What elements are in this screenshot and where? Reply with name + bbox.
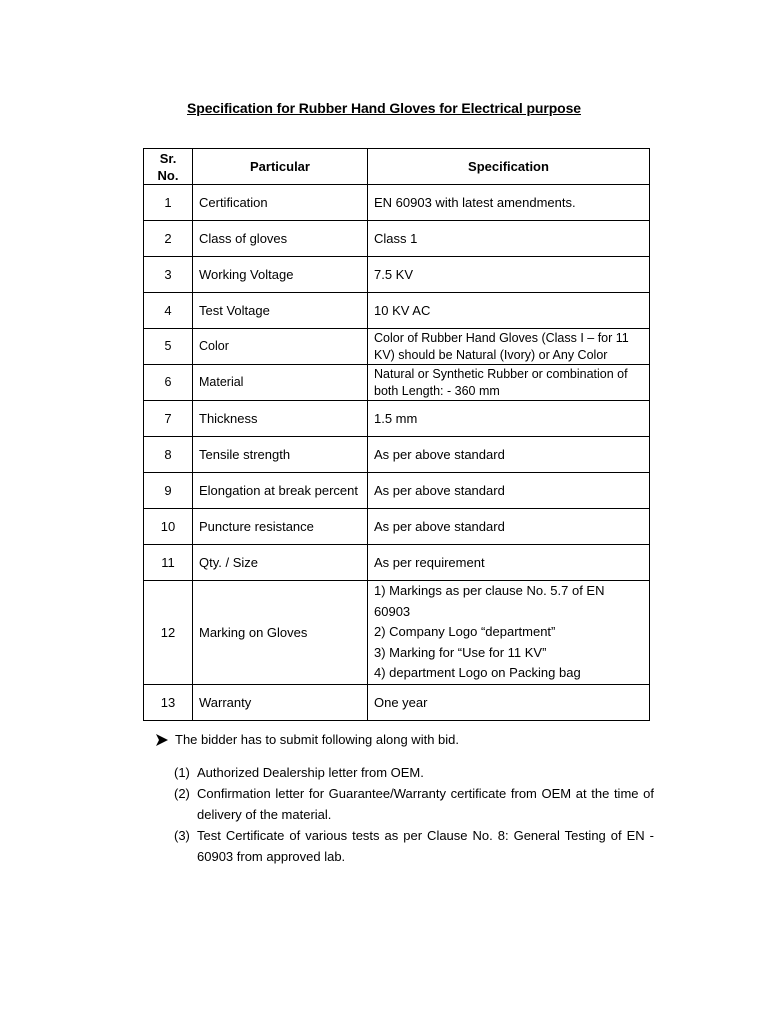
cell-spec: As per requirement bbox=[368, 545, 650, 581]
list-item bbox=[174, 825, 654, 867]
header-specification: Specification bbox=[368, 149, 650, 185]
marking-list bbox=[374, 581, 643, 684]
cell-spec: 7.5 KV bbox=[368, 257, 650, 293]
marking-item: 3) Marking for “Use for 11 KV” bbox=[374, 644, 547, 660]
cell-sr: 10 bbox=[144, 509, 193, 545]
table-row bbox=[144, 329, 650, 365]
marking-item: 2) Company Logo “department” bbox=[374, 624, 556, 639]
cell-particular: Class of gloves bbox=[193, 221, 368, 257]
cell-spec: 1.5 mm bbox=[368, 401, 650, 437]
cell-sr: 9 bbox=[144, 473, 193, 509]
list-item-number: (3) bbox=[174, 828, 190, 843]
header-sr-no: Sr. No. bbox=[144, 149, 193, 185]
cell-spec: 10 KV AC bbox=[368, 293, 650, 329]
cell-spec: One year bbox=[368, 684, 650, 720]
cell-sr: 3 bbox=[144, 257, 193, 293]
header-particular: Particular bbox=[193, 149, 368, 185]
table-row bbox=[144, 185, 650, 221]
list-item-text: Authorized Dealership letter from OEM. bbox=[197, 765, 424, 780]
cell-particular: Marking on Gloves bbox=[193, 581, 368, 685]
cell-particular: Elongation at break percent bbox=[193, 473, 368, 509]
table-row bbox=[144, 437, 650, 473]
cell-particular: Warranty bbox=[193, 684, 368, 720]
cell-particular: Working Voltage bbox=[193, 257, 368, 293]
cell-spec: As per above standard bbox=[368, 509, 650, 545]
cell-spec: Natural or Synthetic Rubber or combination of both Length: - 360 mm bbox=[368, 365, 650, 401]
cell-spec: EN 60903 with latest amendments. bbox=[368, 185, 650, 221]
table-row bbox=[144, 365, 650, 401]
cell-sr: 8 bbox=[144, 437, 193, 473]
arrow-bullet-icon bbox=[155, 733, 169, 747]
list-item-number: (1) bbox=[174, 765, 190, 780]
cell-sr: 12 bbox=[144, 581, 193, 685]
table-row bbox=[144, 581, 650, 685]
table-row bbox=[144, 257, 650, 293]
table-row bbox=[144, 401, 650, 437]
cell-sr: 1 bbox=[144, 185, 193, 221]
page-title: Specification for Rubber Hand Gloves for Electrical purpose bbox=[187, 100, 581, 116]
cell-sr: 2 bbox=[144, 221, 193, 257]
cell-spec: Color of Rubber Hand Gloves (Class I – for 11 KV) should be Natural (Ivory) or Any Color bbox=[368, 329, 650, 365]
list-item-text: Test Certificate of various tests as per Clause No. 8: General Testing of EN - 60903 from approved lab. bbox=[197, 828, 654, 864]
list-item bbox=[174, 762, 654, 783]
table-row bbox=[144, 293, 650, 329]
cell-sr: 5 bbox=[144, 329, 193, 365]
cell-particular: Material bbox=[193, 365, 368, 401]
table-header-row bbox=[144, 149, 650, 185]
cell-spec: As per above standard bbox=[368, 473, 650, 509]
cell-sr: 11 bbox=[144, 545, 193, 581]
table-row bbox=[144, 473, 650, 509]
cell-sr: 4 bbox=[144, 293, 193, 329]
list-item bbox=[174, 783, 654, 825]
cell-spec: As per above standard bbox=[368, 437, 650, 473]
list-item-text: Confirmation letter for Guarantee/Warranty certificate from OEM at the time of delivery of the material. bbox=[197, 786, 654, 822]
spec-table bbox=[143, 148, 650, 721]
table-row bbox=[144, 221, 650, 257]
list-item-number: (2) bbox=[174, 786, 190, 801]
marking-item: 1) Markings as per clause No. 5.7 of EN 60903 bbox=[374, 583, 605, 619]
cell-sr: 13 bbox=[144, 684, 193, 720]
cell-particular: Test Voltage bbox=[193, 293, 368, 329]
cell-particular: Color bbox=[193, 329, 368, 365]
cell-spec: Class 1 bbox=[368, 221, 650, 257]
table-row bbox=[144, 545, 650, 581]
cell-particular: Certification bbox=[193, 185, 368, 221]
cell-particular: Puncture resistance bbox=[193, 509, 368, 545]
bidder-note-text: The bidder has to submit following along with bid. bbox=[175, 732, 459, 747]
table-row bbox=[144, 684, 650, 720]
required-documents-list bbox=[174, 762, 654, 867]
cell-particular: Tensile strength bbox=[193, 437, 368, 473]
cell-particular: Qty. / Size bbox=[193, 545, 368, 581]
cell-sr: 7 bbox=[144, 401, 193, 437]
cell-spec bbox=[368, 581, 650, 685]
cell-sr: 6 bbox=[144, 365, 193, 401]
table-row bbox=[144, 509, 650, 545]
marking-item: 4) department Logo on Packing bag bbox=[374, 665, 581, 680]
bidder-note bbox=[155, 732, 459, 747]
cell-particular: Thickness bbox=[193, 401, 368, 437]
